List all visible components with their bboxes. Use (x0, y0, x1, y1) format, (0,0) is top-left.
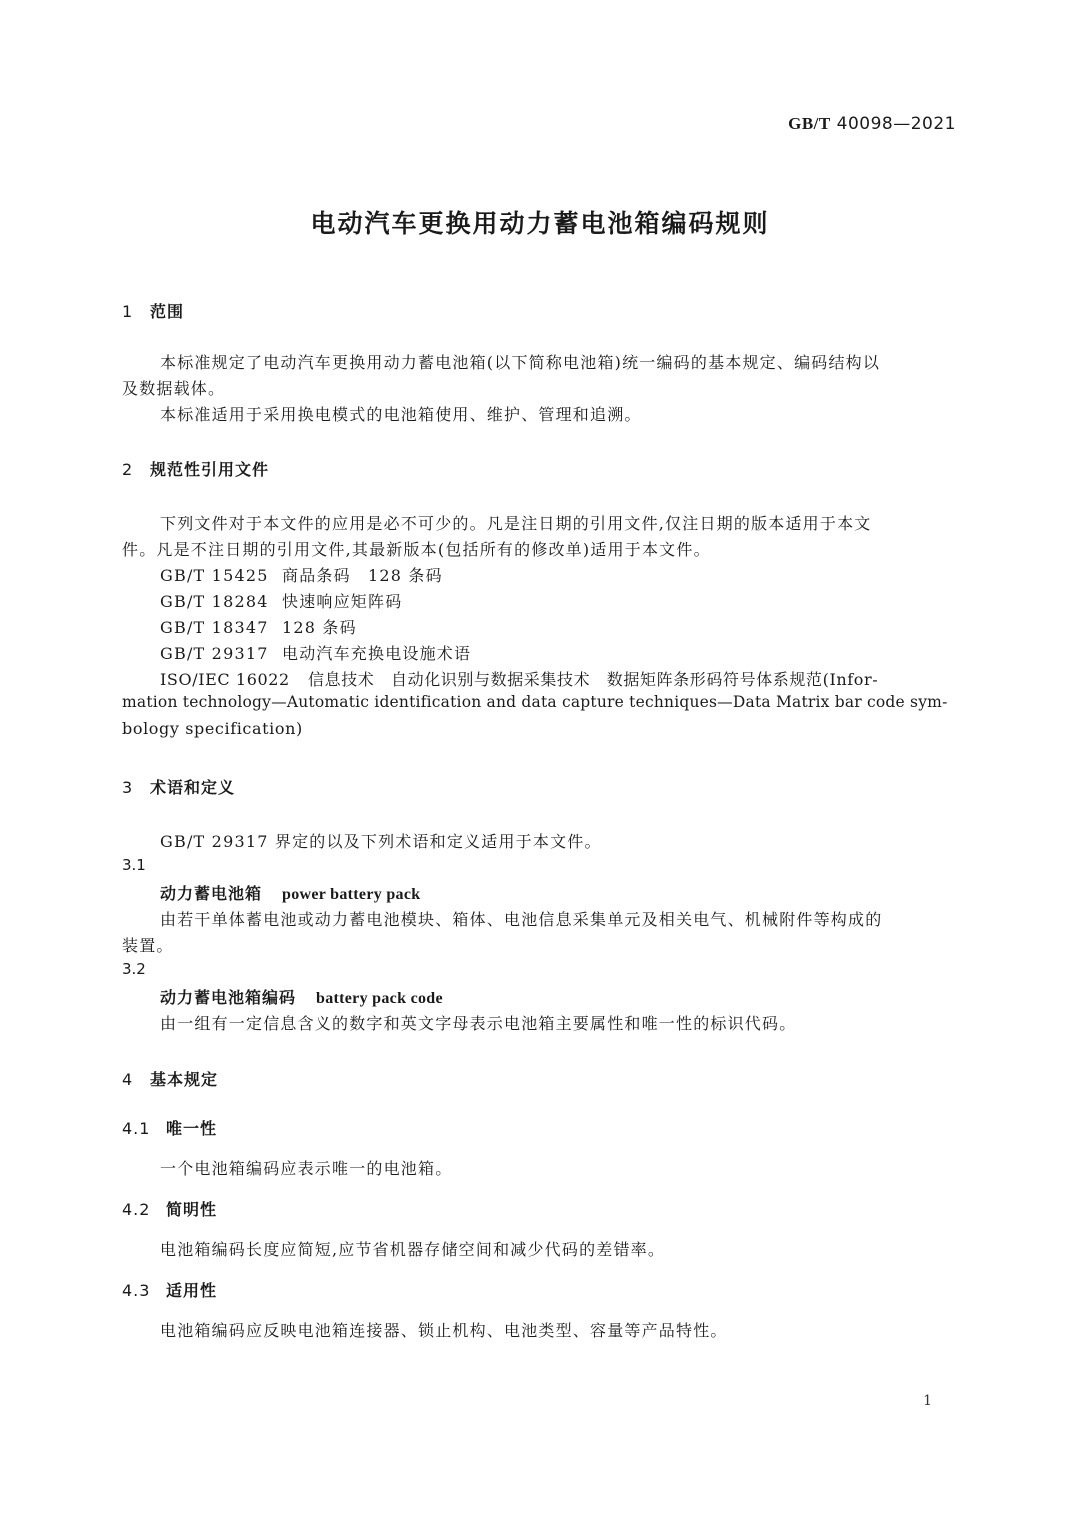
term-definition-line-1: 由一组有一定信息含义的数字和英文字母表示电池箱主要属性和唯一性的标识代码。 (160, 1014, 797, 1033)
term-heading (160, 881, 420, 904)
section-4-heading (122, 1067, 218, 1090)
reference-id: GB/T 15425 (160, 566, 269, 585)
standard-code (788, 114, 956, 134)
term-heading (160, 985, 443, 1008)
term-en: power battery pack (282, 886, 421, 903)
section-3-heading (122, 775, 235, 798)
section-1-heading (122, 299, 184, 322)
document-title: 电动汽车更换用动力蓄电池箱编码规则 (310, 209, 770, 238)
term-definition-line-2: 装置。 (122, 936, 174, 955)
section-number: 2 (122, 460, 134, 479)
term-number: 3.2 (122, 960, 146, 978)
term-number: 3.1 (122, 856, 146, 874)
standard-number: 40098—2021 (836, 114, 956, 134)
term-definition-line-1: 由若干单体蓄电池或动力蓄电池模块、箱体、电池信息采集单元及相关电气、机械附件等构成的 (160, 910, 883, 929)
reference-id: GB/T 18347 (160, 618, 269, 637)
subsection-heading (122, 1116, 217, 1139)
section-number: 1 (122, 302, 134, 321)
subsection-title: 唯一性 (166, 1119, 218, 1138)
section-2-para-line-2: 件。凡是不注日期的引用文件,其最新版本(包括所有的修改单)适用于本文件。 (122, 540, 711, 559)
section-3-intro: GB/T 29317 界定的以及下列术语和定义适用于本文件。 (160, 832, 602, 851)
section-2-para-line-1: 下列文件对于本文件的应用是必不可少的。凡是注日期的引用文件,仅注日期的版本适用于本文 (160, 514, 872, 533)
reference-id: GB/T 18284 (160, 592, 269, 611)
subsection-number: 4.1 (122, 1119, 151, 1138)
section-title: 范围 (150, 302, 185, 321)
subsection-text: 电池箱编码应反映电池箱连接器、锁止机构、电池类型、容量等产品特性。 (160, 1321, 728, 1340)
reference-id: GB/T 29317 (160, 644, 269, 663)
subsection-heading (122, 1197, 217, 1220)
reference-item (160, 589, 402, 612)
term-cn: 动力蓄电池箱编码 (160, 988, 297, 1007)
reference-item (160, 563, 443, 586)
section-number: 3 (122, 778, 134, 797)
section-title: 术语和定义 (150, 778, 236, 797)
subsection-text: 电池箱编码长度应简短,应节省机器存储空间和减少代码的差错率。 (160, 1240, 666, 1259)
reference-title: 信息技术 自动化识别与数据采集技术 数据矩阵条形码符号体系规范(Infor- (308, 670, 879, 689)
subsection-title: 适用性 (166, 1281, 218, 1300)
reference-title: 电动汽车充换电设施术语 (282, 644, 472, 663)
subsection-text: 一个电池箱编码应表示唯一的电池箱。 (160, 1159, 453, 1178)
reference-id: ISO/IEC 16022 (160, 670, 290, 689)
page-number: 1 (923, 1393, 932, 1409)
subsection-number: 4.3 (122, 1281, 151, 1300)
subsection-title: 简明性 (166, 1200, 218, 1219)
reference-iso-line-3: bology specification) (122, 719, 303, 738)
section-title: 规范性引用文件 (150, 460, 270, 479)
subsection-heading (122, 1278, 217, 1301)
reference-item-iso (160, 667, 878, 690)
reference-title: 128 条码 (282, 618, 357, 637)
term-cn: 动力蓄电池箱 (160, 884, 263, 903)
reference-title: 快速响应矩阵码 (282, 592, 403, 611)
section-1-para-2: 本标准适用于采用换电模式的电池箱使用、维护、管理和追溯。 (160, 405, 642, 424)
reference-title: 商品条码 128 条码 (282, 566, 443, 585)
standard-prefix: GB/T (788, 114, 831, 133)
section-1-para-1-line-2: 及数据载体。 (122, 379, 226, 398)
reference-item (160, 641, 471, 664)
reference-item (160, 615, 357, 638)
subsection-number: 4.2 (122, 1200, 151, 1219)
section-2-heading (122, 457, 269, 480)
section-title: 基本规定 (150, 1070, 219, 1089)
reference-iso-line-2: mation technology—Automatic identification and data capture techniques—Data Matrix bar code sym- (122, 693, 948, 711)
section-1-para-1-line-1: 本标准规定了电动汽车更换用动力蓄电池箱(以下简称电池箱)统一编码的基本规定、编码结构以 (160, 353, 881, 372)
section-number: 4 (122, 1070, 134, 1089)
term-en: battery pack code (316, 990, 443, 1007)
